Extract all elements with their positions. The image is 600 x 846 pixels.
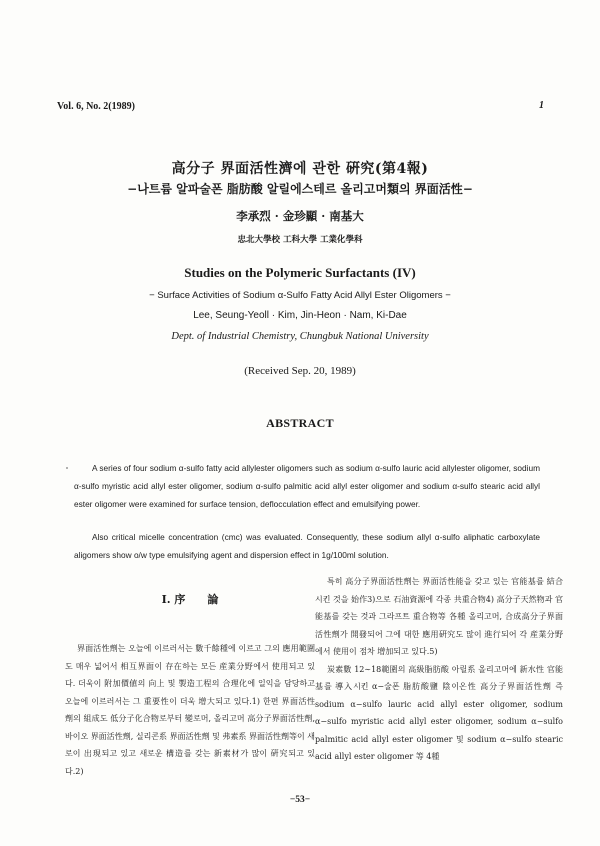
left-column (65, 640, 315, 780)
abstract-text-1: A series of four sodium α-sulfo fatty acid allylester oligomers such as sodium α-sulfo lauric acid allylester oligomer, sodium α-sulfo myristic acid allyl ester oligomer, sodium α-sulfo palmitic acid allyl ester oligomer and sodium α-sulfo stearic acid allyl ester oligomer were examined for surface tension, deflocculation effect and emulsifying power. (74, 463, 540, 509)
page-number: −53− (289, 795, 311, 805)
english-authors: Lee, Seung-Yeoll · Kim, Jin-Heon · Nam, Ki-Dae (193, 310, 407, 321)
korean-subtitle: −나트륨 알파술폰 脂肪酸 알릴에스테르 올리고머類의 界面活性− (127, 182, 473, 196)
english-affiliation: Dept. of Industrial Chemistry, Chungbuk National University (171, 331, 429, 342)
abstract-text-2: Also critical micelle concentration (cmc) was evaluated. Consequently, these sodium allyl α-sulfo aliphatic carboxylate aligomers show o/w type emulsifying agent and dispersion effect in 1g/100ml solution. (74, 532, 540, 560)
right-column-paragraph-1: 특히 高分子界面活性劑는 界面活性能을 갖고 있는 官能基를 結合시킨 것을 始作3)으로 石油資源에 각종 共重合物4) 高分子天然物과 官能基를 갖는 것과 그라프트 重合物等 各種 올리고머, 合成高分子界面活性劑가 開發되어 그에 대한 應用硏究도 많이 進行되어 각 産業分野에서 使用이 점차 增加되고 있다.5) (315, 577, 563, 656)
scan-speck (66, 467, 68, 469)
left-column-text: 界面活性劑는 오늘에 이르러서는 數千餘種에 이르고 그의 應用範圍도 매우 넓어서 相互界面이 存在하는 모든 産業分野에서 使用되고 있다. 더욱이 附加價値의 向上 및 製造工程의 合理化에 일익을 담당하고 오늘에 이르러서는 그 重要性이 더욱 增大되고 있다.1) 한편 界面活性劑의 組成도 低分子化合物로부터 變로머, 올리고머 高分子界面活性劑, 바이오 界面活性劑, 실리콘系 界面活性劑 및 弗素系 界面活性劑等이 새로이 出現되고 있고 새로운 構造를 갖는 新素材가 많이 硏究되고 있다.2) (65, 644, 315, 776)
abstract-heading: ABSTRACT (266, 416, 334, 430)
right-column-paragraph-2: 炭素數 12∼18範圍의 高級脂肪酸 아릴系 올리고머에 新水性 官能基를 導入시킨 α−술폰 脂肪酸鹽 陰이온性 高分子界面活性劑 즉 sodium α−sulfo lauric acid allyl ester oligomer, sodium α−sulfo myristic acid allyl ester oligomer, sodium α−sulfo palmitic acid allyl ester oligomer 및 sodium α−sulfo stearic acid allyl ester oligomer 等 4種 (315, 664, 563, 761)
journal-volume: Vol. 6, No. 2(1989) (57, 101, 135, 112)
korean-title: 高分子 界面活性濟에 관한 硏究(第4報) (171, 161, 429, 177)
korean-affiliation: 忠北大學校 工科大學 工業化學科 (237, 235, 363, 245)
abstract-paragraph-1 (74, 459, 540, 513)
right-column (315, 573, 563, 766)
section-heading-introduction: Ⅰ. 序 論 (161, 593, 219, 606)
english-subtitle: − Surface Activities of Sodium α-Sulfo Fatty Acid Allyl Ester Oligomers − (149, 290, 451, 301)
abstract-paragraph-2 (74, 528, 540, 564)
page-marker: 1 (539, 100, 544, 111)
english-title: Studies on the Polymeric Surfactants (IV) (184, 265, 416, 280)
received-date: (Received Sep. 20, 1989) (244, 365, 356, 377)
korean-authors: 李承烈 · 金珍顯 · 南基大 (236, 209, 364, 223)
